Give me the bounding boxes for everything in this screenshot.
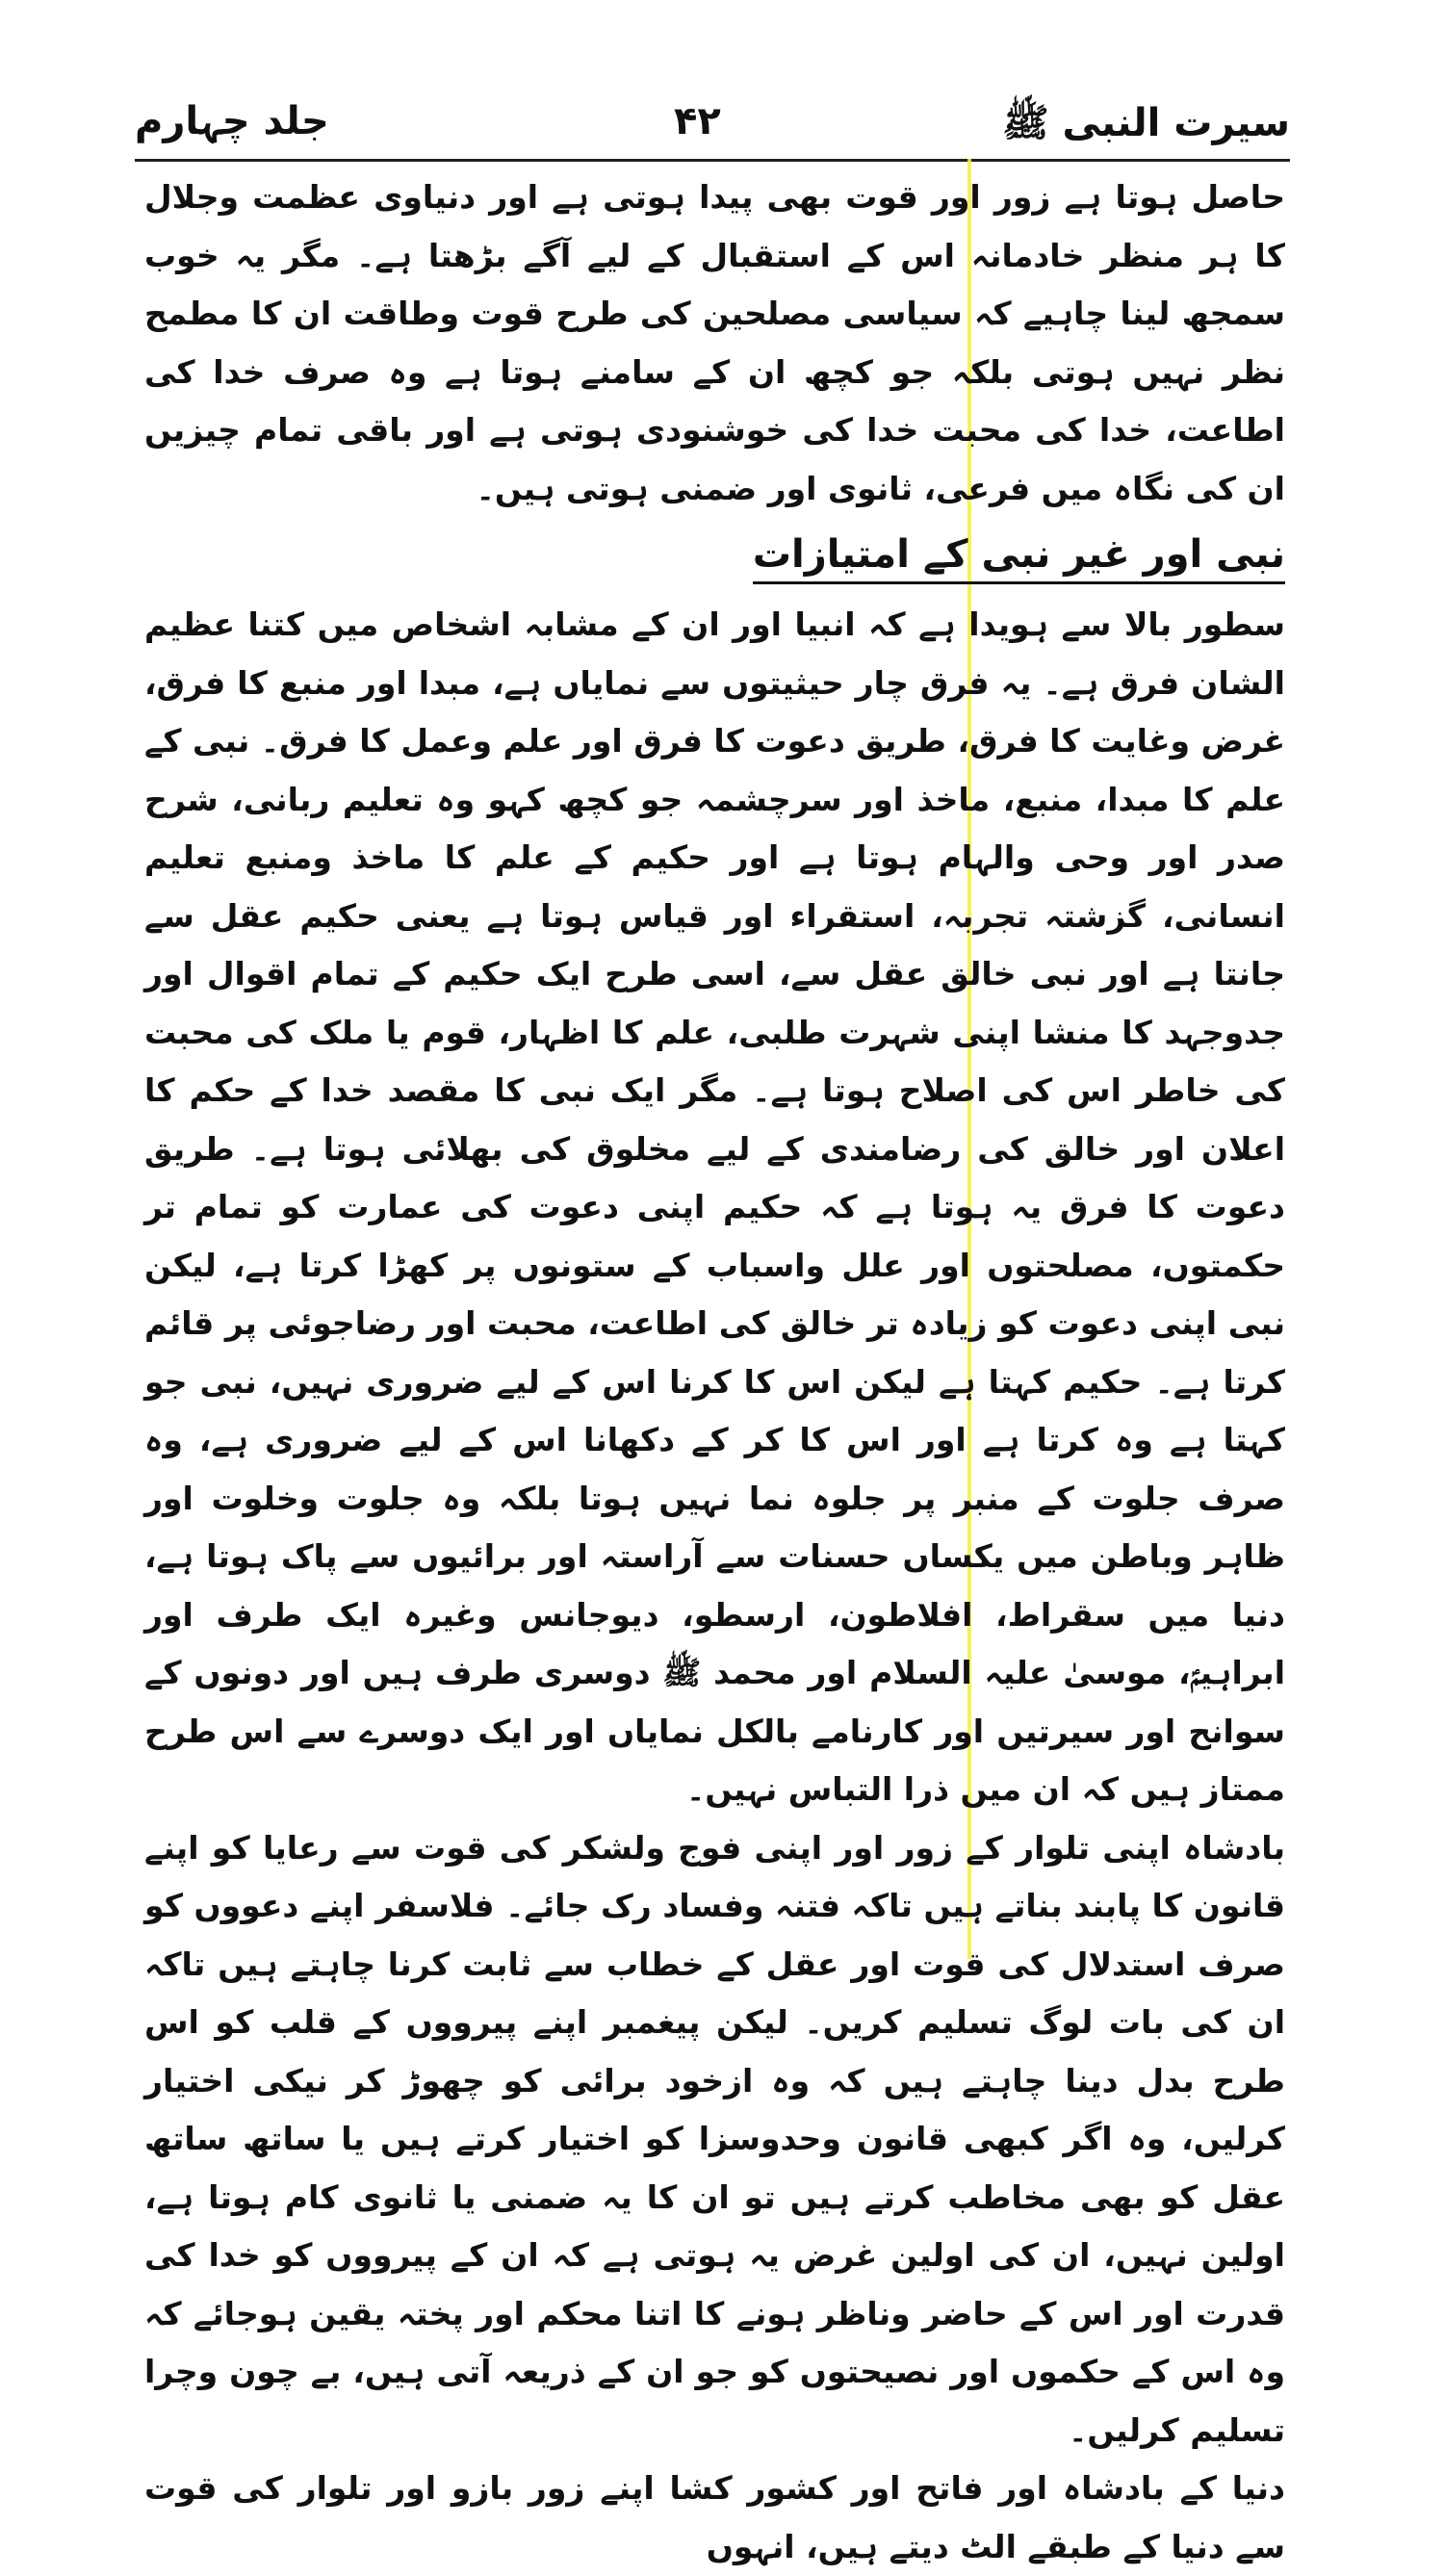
- paragraph-3: بادشاہ اپنی تلوار کے زور اور اپنی فوج ولشکر کی قوت سے رعایا کو اپنے قانون کا پابند بناتے ہیں تاکہ فتنہ وفساد رک جائے۔ فلاسفر اپنے دعووں کو صرف استدلال کی قوت اور عقل کے خطاب سے ثابت کرنا چاہتے ہیں تاکہ ان کی بات لوگ تسلیم کریں۔ لیکن پیغمبر اپنے پیرووں کے قلب کو اس طرح بدل دینا چاہتے ہیں کہ وہ ازخود برائی کو چھوڑ کر نیکی اختیار کرلیں، وہ اگر کبھی قانون وحدوسزا کو اختیار کرتے ہیں یا ساتھ ساتھ عقل کو بھی مخاطب کرتے ہیں تو ان کا یہ ضمنی یا ثانوی کام ہوتا ہے، اولین نہیں، ان کی اولین غرض یہ ہوتی ہے کہ ان کے پیرووں کو خدا کی قدرت اور اس کے حاضر وناظر ہونے کا اتنا محکم اور پختہ یقین ہوجائے کہ وہ اس کے حکموں اور نصیحتوں کو جو ان کے ذریعہ آتی ہیں، بے چون وچرا تسلیم کرلیں۔: [144, 1828, 1285, 2449]
- page-header: [135, 91, 1290, 159]
- section-heading: نبی اور غیر نبی کے امتیازات: [753, 528, 1285, 584]
- body-text: [144, 168, 1285, 2576]
- header-rule: [135, 159, 1290, 162]
- section-heading-wrap: [144, 518, 1285, 596]
- page-number: ۴۲: [674, 99, 721, 143]
- paragraph-1: حاصل ہوتا ہے زور اور قوت بھی پیدا ہوتی ہے اور دنیاوی عظمت وجلال کا ہر منظر خادمانہ اس کے استقبال کے لیے آگے بڑھتا ہے۔ مگر یہ خوب سمجھ لینا چاہیے کہ سیاسی مصلحین کی طرح قوت وطاقت ان کا مطمح نظر نہیں ہوتی بلکہ جو کچھ ان کے سامنے ہوتا ہے وہ صرف خدا کی اطاعت، خدا کی محبت خدا کی خوشنودی ہوتی ہے اور باقی تمام چیزیں ان کی نگاہ میں فرعی، ثانوی اور ضمنی ہوتی ہیں۔: [144, 178, 1285, 507]
- paragraph-2: سطور بالا سے ہویدا ہے کہ انبیا اور ان کے مشابہ اشخاص میں کتنا عظیم الشان فرق ہے۔ یہ فرق چار حیثیتوں سے نمایاں ہے، مبدا اور منبع کا فرق، غرض وغایت کا فرق، طریق دعوت کا فرق اور علم وعمل کا فرق۔ نبی کے علم کا مبدا، منبع، ماخذ اور سرچشمہ جو کچھ کہو وہ تعلیم ربانی، شرح صدر اور وحی والہام ہوتا ہے اور حکیم کے علم کا ماخذ ومنبع تعلیم انسانی، گزشتہ تجربہ، استقراء اور قیاس ہوتا ہے یعنی حکیم عقل سے جانتا ہے اور نبی خالق عقل سے، اسی طرح ایک حکیم کے تمام اقوال اور جدوجہد کا منشا اپنی شہرت طلبی، علم کا اظہار، قوم یا ملک کی محبت کی خاطر اس کی اصلاح ہوتا ہے۔ مگر ایک نبی کا مقصد خدا کے حکم کا اعلان اور خالق کی رضامندی کے لیے مخلوق کی بھلائی ہوتا ہے۔ طریق دعوت کا فرق یہ ہوتا ہے کہ حکیم اپنی دعوت کی عمارت کو تمام تر حکمتوں، مصلحتوں اور علل واسباب کے ستونوں پر کھڑا کرتا ہے، لیکن نبی اپنی دعوت کو زیادہ تر خالق کی اطاعت، محبت اور رضاجوئی پر قائم کرتا ہے۔ حکیم کہتا ہے لیکن اس کا کرنا اس کے لیے ضروری نہیں، نبی جو کہتا ہے وہ کرتا ہے اور اس کا کر کے دکھانا اس کے لیے ضروری ہے، وہ صرف جلوت کے منبر پر جلوہ نما نہیں ہوتا بلکہ وہ جلوت وخلوت اور ظاہر وباطن میں یکساں حسنات سے آراستہ اور برائیوں سے پاک ہوتا ہے، دنیا میں سقراط، افلاطون، ارسطو، دیوجانس وغیرہ ایک طرف اور ابراہیمؑ، موسیٰ علیہ السلام اور محمد ﷺ دوسری طرف ہیں اور دونوں کے سوانح اور سیرتیں اور کارنامے بالکل نمایاں اور ایک دوسرے سے اس طرح ممتاز ہیں کہ ان میں ذرا التباس نہیں۔: [144, 605, 1285, 1808]
- volume-label: جلد چہارم: [135, 99, 329, 143]
- running-title: سیرت النبی ﷺ: [1002, 101, 1290, 145]
- paragraph-4: دنیا کے بادشاہ اور فاتح اور کشور کشا اپنے زور بازو اور تلوار کی قوت سے دنیا کے طبقے الٹ دیتے ہیں، انہوں: [144, 2469, 1285, 2565]
